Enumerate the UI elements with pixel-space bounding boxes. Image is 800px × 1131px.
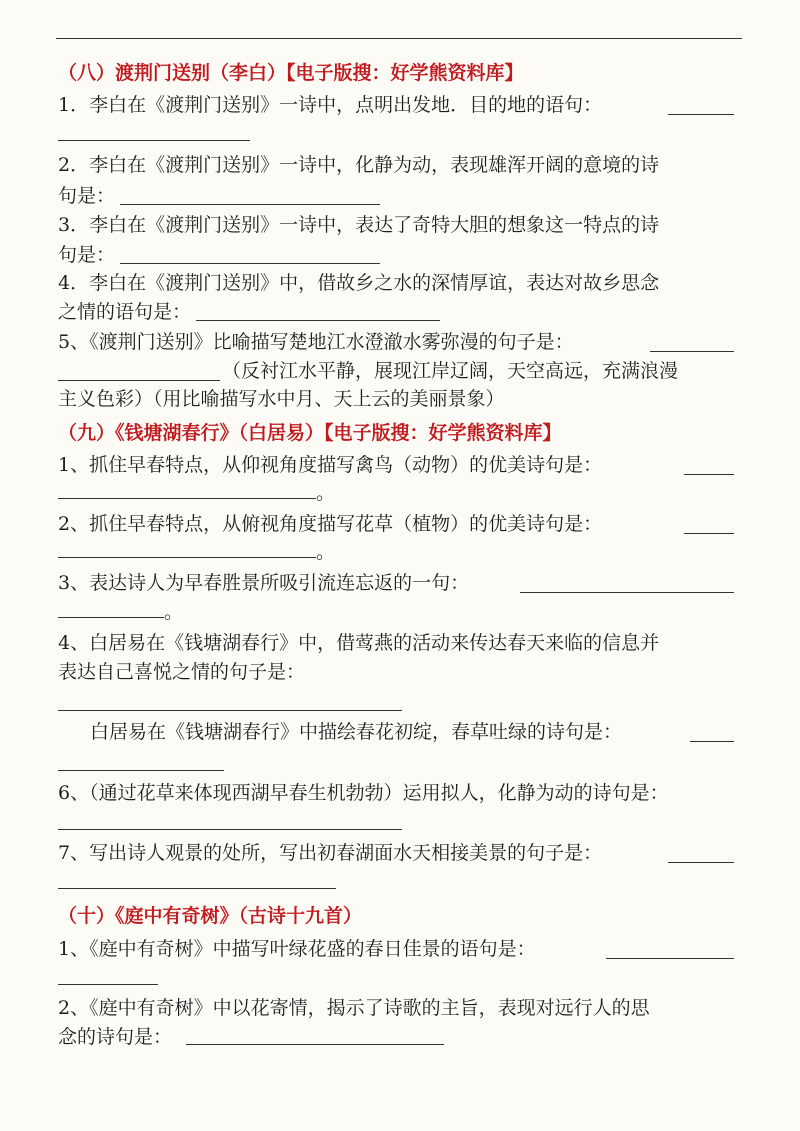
section-heading-8: （八）渡荆门送别（李白）【电子版搜：好学熊资料库】 [58, 62, 524, 84]
answer-blank[interactable] [668, 862, 734, 863]
question-8-4: 4．李白在《渡荆门送别》中，借故乡之水的深情厚谊，表达对故乡思念 [58, 272, 660, 294]
question-8-5-note: （反衬江水平静，展现江岸辽阔，天空高远，充满浪漫 [222, 360, 679, 382]
question-8-4-cont: 之情的语句是： [58, 301, 192, 323]
section-heading-10: （十）《庭中有奇树》（古诗十九首） [58, 905, 363, 927]
answer-blank[interactable] [120, 204, 380, 205]
answer-blank[interactable] [58, 710, 402, 711]
answer-blank[interactable] [58, 770, 224, 771]
question-9-7: 7、写出诗人观景的处所，写出初春湖面水天相接美景的句子是： [58, 842, 603, 864]
answer-blank[interactable] [196, 320, 440, 321]
answer-blank[interactable] [58, 617, 164, 618]
answer-blank[interactable] [668, 114, 734, 115]
answer-blank[interactable] [520, 592, 734, 593]
question-9-3: 3、表达诗人为早春胜景所吸引流连忘返的一句： [58, 572, 470, 594]
question-10-2-cont: 念的诗句是： [58, 1026, 173, 1048]
question-8-3-cont: 句是： [58, 244, 116, 266]
question-9-2: 2、抓住早春特点，从俯视角度描写花草（植物）的优美诗句是： [58, 513, 603, 535]
answer-blank[interactable] [58, 557, 316, 558]
answer-blank[interactable] [186, 1044, 444, 1045]
question-8-2-cont: 句是： [58, 185, 116, 207]
answer-blank[interactable] [58, 829, 402, 830]
question-9-6: 6、（通过花草来体现西湖早春生机勃勃）运用拟人，化静为动的诗句是： [58, 782, 669, 804]
question-9-1: 1、抓住早春特点，从仰视角度描写禽鸟（动物）的优美诗句是： [58, 454, 603, 476]
answer-blank[interactable] [650, 351, 734, 352]
answer-blank[interactable] [684, 533, 734, 534]
question-10-1: 1、《庭中有奇树》中描写叶绿花盛的春日佳景的语句是： [58, 938, 536, 960]
question-8-2: 2．李白在《渡荆门送别》一诗中，化静为动，表现雄浑开阔的意境的诗 [58, 154, 660, 176]
answer-blank[interactable] [58, 498, 316, 499]
answer-blank[interactable] [684, 474, 734, 475]
answer-blank[interactable] [58, 380, 220, 381]
question-9-5: 白居易在《钱塘湖春行》中描绘春花初绽，春草吐绿的诗句是： [90, 721, 623, 743]
period-mark: 。 [164, 601, 184, 623]
question-9-4-cont: 表达自己喜悦之情的句子是： [58, 661, 306, 683]
period-mark: 。 [316, 482, 336, 504]
answer-blank[interactable] [58, 984, 158, 985]
answer-blank[interactable] [58, 888, 336, 889]
question-8-5: 5、《渡荆门送别》比喻描写楚地江水澄澈水雾弥漫的句子是： [58, 331, 574, 353]
answer-blank[interactable] [690, 741, 734, 742]
question-8-1: 1．李白在《渡荆门送别》一诗中，点明出发地．目的地的语句： [58, 94, 603, 116]
section-heading-9: （九）《钱塘湖春行》（白居易）【电子版搜：好学熊资料库】 [58, 422, 562, 444]
question-10-2: 2、《庭中有奇树》中以花寄情，揭示了诗歌的主旨，表现对远行人的思 [58, 997, 650, 1019]
top-rule [56, 38, 742, 39]
answer-blank[interactable] [606, 958, 734, 959]
question-9-4: 4、白居易在《钱塘湖春行》中，借莺燕的活动来传达春天来临的信息并 [58, 632, 660, 654]
question-8-5-note-cont: 主义色彩）（用比喻描写水中月、天上云的美丽景象） [58, 388, 505, 410]
answer-blank[interactable] [120, 263, 380, 264]
answer-blank[interactable] [58, 140, 250, 141]
question-8-3: 3．李白在《渡荆门送别》一诗中，表达了奇特大胆的想象这一特点的诗 [58, 214, 660, 236]
period-mark: 。 [316, 541, 336, 563]
